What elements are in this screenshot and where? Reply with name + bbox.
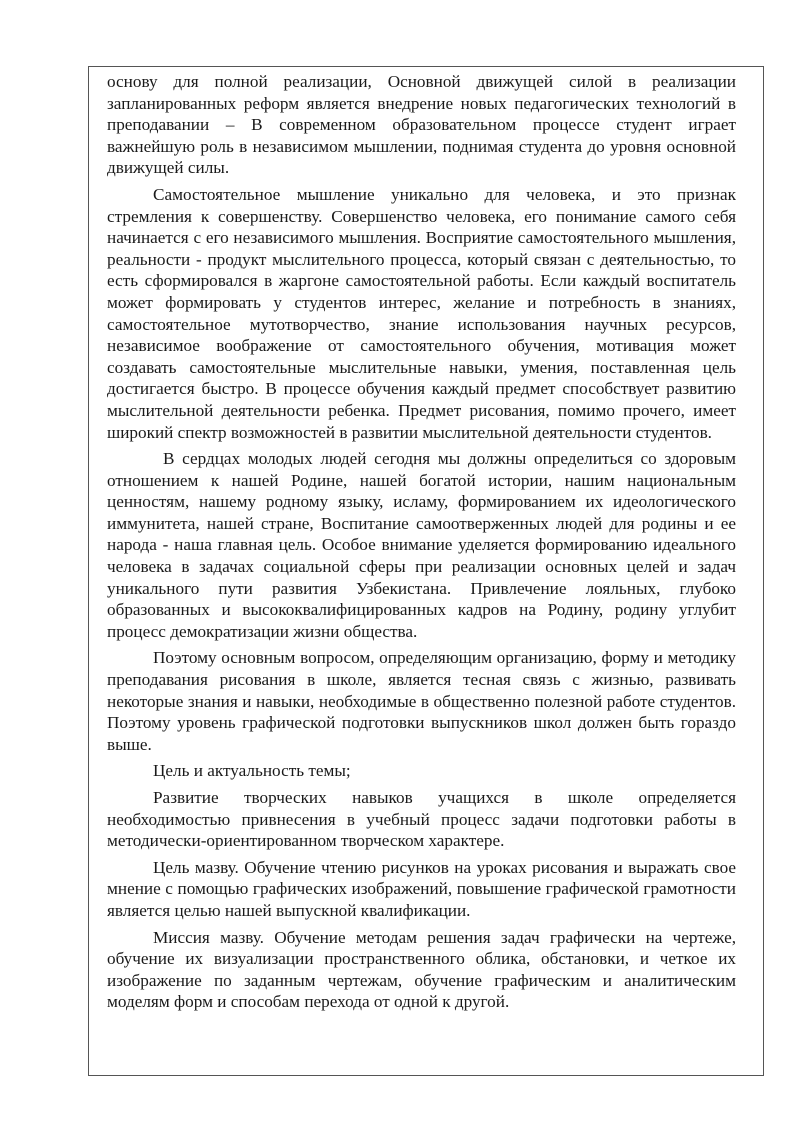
document-body — [107, 71, 736, 1018]
paragraph-6: Цель мазву. Обучение чтению рисунков на уроках рисования и выражать свое мнение с помощью графических изображений, повышение графической грамотности является целью нашей выпускной квалификации. — [107, 857, 736, 920]
paragraph-1: основу для полной реализации, Основной движущей силой в реализации запланированных реформ является внедрение новых педагогических технологий в преподавании – В современном образовательном процессе студент играет важнейшую роль в независимом мышлении, поднимая студента до уровня основной движущей силы. — [107, 72, 736, 178]
section-heading: Цель и актуальность темы; — [153, 761, 351, 781]
paragraph-7: Миссия мазву. Обучение методам решения задач графически на чертеже, обучение их визуализации пространственного облика, обстановки, и четкое их изображение по заданным чертежам, обучение графическим и аналитическим моделям форм и способам перехода от одной к другой. — [107, 927, 736, 1012]
paragraph-2: Самостоятельное мышление уникально для человека, и это признак стремления к совершенству. Совершенство человека, его понимание самого себя начинается с его независимого мышления. Восприятие самостоятельного мышления, реальности - продукт мыслительного процесса, который связан с деятельностью, то есть сформировался в жаргоне самостоятельной работы. Если каждый воспитатель может формировать у студентов интерес, желание и потребность в знаниях, самостоятельное мутотворчество, знание использования научных ресурсов, независимое воображение от самостоятельного обучения, мотивация может создавать самостоятельные мыслительные навыки, умения, поставленная цель достигается быстро. В процессе обучения каждый предмет способствует развитию мыслительной деятельности ребенка. Предмет рисования, помимо прочего, имеет широкий спектр возможностей в развитии мыслительной деятельности студентов. — [107, 184, 736, 442]
paragraph-5: Развитие творческих навыков учащихся в школе определяется необходимостью привнесения в учебный процесс задачи подготовки работы в методически-ориентированном творческом характере. — [107, 788, 736, 851]
paragraph-3: В сердцах молодых людей сегодня мы должны определиться со здоровым отношением к нашей Родине, нашей богатой истории, нашим национальным ценностям, нашему родному языку, исламу, формированием их идеологического иммунитета, нашей стране, Воспитание самоотверженных людей для родины и ее народа - наша главная цель. Особое внимание уделяется формированию идеального человека в задачах социальной сферы при реализации основных целей и задач уникального пути развития Узбекистана. Привлечение лояльных, глубоко образованных и высококвалифицированных кадров на Родину, родину углубит процесс демократизации жизни общества. — [107, 449, 736, 641]
paragraph-4: Поэтому основным вопросом, определяющим организацию, форму и методику преподавания рисования в школе, является тесная связь с жизнью, развивать некоторые знания и навыки, необходимые в общественно полезной работе студентов. Поэтому уровень графической подготовки выпускников школ должен быть гораздо выше. — [107, 648, 736, 754]
